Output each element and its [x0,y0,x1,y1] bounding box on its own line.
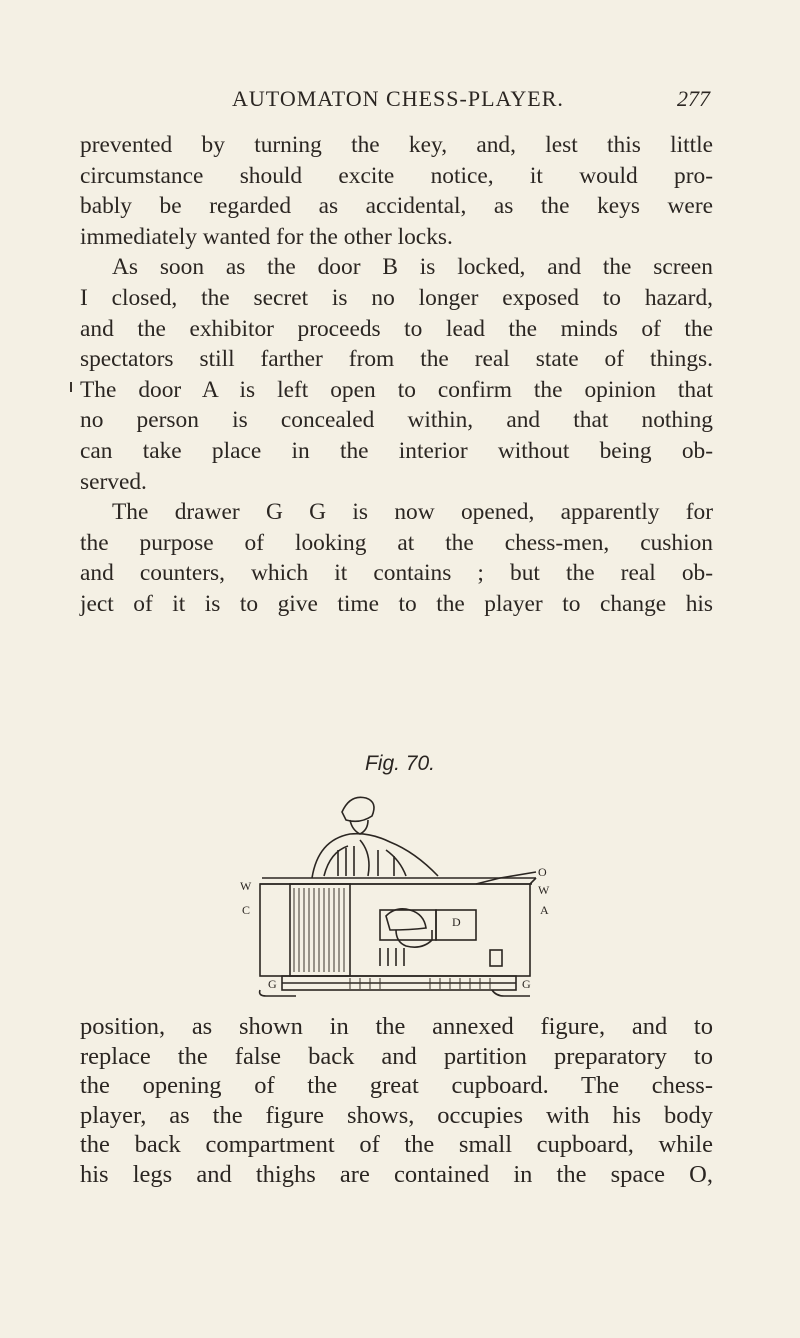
text-line: bably be regarded as accidental, as the keys were [80,193,713,220]
label-w-left: W [240,879,252,893]
running-title: AUTOMATON CHESS-PLAYER. [232,86,564,111]
label-o-top: O [538,865,547,879]
figure-body [312,834,438,878]
text-line: The drawer G G is now opened, apparently for [112,499,713,526]
text-line: and counters, which it contains ; but the real ob- [80,560,713,587]
body-text-bottom [80,1012,713,1190]
body-text-top [80,130,713,620]
label-g-right: G [522,977,531,991]
text-line: position, as shown in the annexed figure, and to [80,1013,713,1040]
automaton-figure-illustration [200,790,600,1000]
label-g-left: G [268,977,277,991]
text-line: player, as the figure shows, occupies with his body [80,1101,713,1129]
figure-turban [342,797,374,821]
figure-head [350,820,368,834]
label-c-left: C [242,903,251,917]
text-line: the back compartment of the small cupboard, while [80,1131,713,1159]
text-line: I closed, the secret is no longer exposed to hazard, [80,284,713,311]
label-w-right: W [538,883,550,897]
text-line: ject of it is to give time to the player to change his [80,590,713,617]
text-line: circumstance should excite notice, it would pro- [80,162,713,189]
text-line: the purpose of looking at the chess-men, cushion [80,529,713,556]
page-header [80,86,710,116]
text-line: spectators still farther from the real state of things. [80,346,713,373]
figure-caption: Fig. 70. [364,752,436,775]
text-line: can take place in the interior without being ob- [80,437,713,464]
page-number: 277 [677,86,710,111]
text-line: his legs and thighs are contained in the space O, [80,1160,713,1188]
text-line: prevented by turning the key, and, lest this little [80,132,713,158]
text-line: replace the false back and partition preparatory to [80,1042,713,1070]
text-line: the opening of the great cupboard. The chess- [80,1072,713,1100]
text-line: The door A is left open to confirm the opinion that [80,376,713,403]
text-line: As soon as the door B is locked, and the screen [112,254,713,281]
label-a-right: A [540,903,549,917]
text-line: no person is concealed within, and that nothing [80,407,713,434]
text-line: and the exhibitor proceeds to lead the minds of the [80,315,713,342]
text-line: served. [80,468,147,495]
label-d: D [452,915,461,929]
text-line: immediately wanted for the other locks. [80,223,453,250]
margin-mark [70,382,72,392]
